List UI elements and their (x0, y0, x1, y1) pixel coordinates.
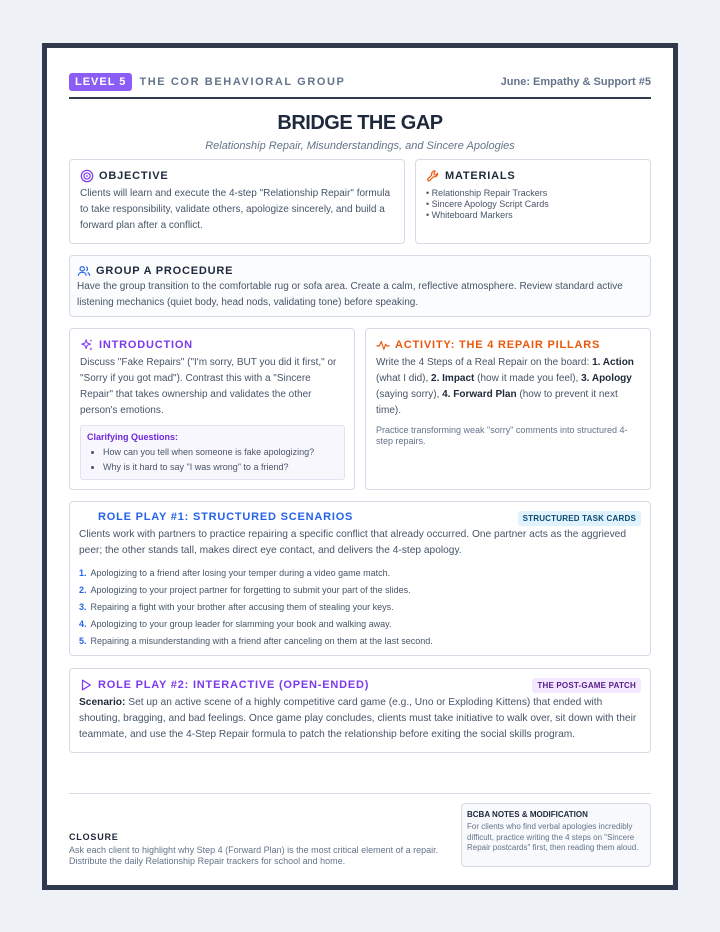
activity-text (376, 355, 640, 419)
item-text: Apologizing to a friend after losing your temper during a video game match. (90, 568, 391, 578)
materials-list (426, 188, 640, 221)
roleplay-2-text (79, 695, 641, 743)
closure-title: CLOSURE (69, 832, 119, 842)
item-number: 5. (79, 636, 87, 646)
list-item: • Relationship Repair Trackers (426, 188, 640, 199)
bcba-notes-text: For clients who find verbal apologies incredibly difficult, practice writing the 4 steps on "Sincere Repair postcards" first, then reading them aloud. (467, 822, 639, 852)
list-item (79, 565, 641, 582)
item-number: 2. (79, 585, 87, 595)
clarifying-questions-box (80, 425, 345, 480)
wrench-icon (426, 169, 440, 183)
sheet-content (69, 70, 651, 152)
scenario-text: Set up an active scene of a highly competitive card game (e.g., Uno or Exploding Kittens) that ended with shouting, bragging, and bad feelings. Once game play concludes, clients must take initiative to walk over, sit down with their teammate, and use the 4-Step Repair formula to patch the relationship before exiting the social skills program. (79, 697, 637, 740)
section-divider (69, 793, 651, 794)
target-icon (80, 169, 94, 183)
introduction-title: INTRODUCTION (99, 339, 193, 351)
list-item (79, 599, 641, 616)
materials-heading (426, 169, 640, 183)
clarifying-title: Clarifying Questions: (87, 432, 179, 442)
item-number: 3. (79, 602, 87, 612)
roleplay-1-heading: ROLE PLAY #1: STRUCTURED SCENARIOS (98, 511, 354, 523)
step-1-desc: (what I did), (376, 373, 432, 384)
step-4-label: 4. Forward Plan (442, 389, 517, 400)
procedure-heading (77, 264, 643, 278)
closure-text: Ask each client to highlight why Step 4 (Forward Plan) is the most critical element of a repair. Distribute the daily Relationship Repair trackers for school and home. (69, 845, 439, 866)
step-4-desc: (how to prevent it next time). (376, 389, 618, 416)
users-icon (77, 264, 91, 278)
roleplay-2-card (69, 668, 651, 753)
item-number: 4. (79, 619, 87, 629)
objective-heading (80, 169, 394, 183)
list-item: • Sincere Apology Script Cards (426, 199, 640, 210)
post-game-tag: THE POST-GAME PATCH (532, 678, 641, 693)
step-3-desc: (saying sorry), (376, 389, 443, 400)
roleplay-2-title: ROLE PLAY #2: INTERACTIVE (OPEN-ENDED) (98, 679, 370, 691)
questions-list (87, 445, 338, 475)
item-number: 1. (79, 568, 87, 578)
step-2-label: 2. Impact (431, 373, 475, 384)
pulse-icon (376, 338, 390, 352)
activity-note: Practice transforming weak "sorry" comments into structured 4-step repairs. (376, 425, 628, 446)
activity-heading (376, 338, 640, 352)
bcba-notes-title: BCBA NOTES & MODIFICATION (467, 810, 588, 819)
objective-title: OBJECTIVE (99, 170, 169, 182)
task-cards-tag: STRUCTURED TASK CARDS (518, 511, 641, 526)
lesson-sheet (42, 43, 678, 890)
list-item: • Whiteboard Markers (426, 210, 640, 221)
introduction-text: Discuss "Fake Repairs" ("I'm sorry, BUT you did it first," or "Sorry if you got mad"). Contrast this with a "Sincere Repair" that takes ownership and validates the other person's emotions. (80, 357, 337, 416)
materials-card (415, 159, 651, 244)
list-item (79, 582, 641, 599)
item-text: Apologizing to your group leader for slamming your book and walking away. (90, 619, 392, 629)
item-text: Apologizing to your project partner for forgetting to submit your part of the slides. (90, 585, 411, 595)
list-item (79, 633, 641, 650)
list-item (79, 616, 641, 633)
materials-title: MATERIALS (445, 170, 516, 182)
procedure-card (69, 255, 651, 317)
list-item: • Why is it hard to say "I was wrong" to a friend? (103, 460, 338, 475)
level-badge: LEVEL 5 (69, 73, 132, 91)
objective-card (69, 159, 405, 244)
page-title: BRIDGE THE GAP (277, 112, 443, 134)
step-1-label: 1. Action (592, 357, 634, 368)
procedure-title: GROUP A PROCEDURE (96, 265, 234, 277)
item-text: Repairing a fight with your brother after accusing them of stealing your keys. (90, 602, 394, 612)
bcba-notes-card (461, 803, 651, 867)
scenario-list (79, 565, 641, 650)
top-bar (69, 70, 651, 99)
roleplay-1-card (69, 501, 651, 656)
step-2-desc: (how it made you feel), (474, 373, 582, 384)
procedure-text: Have the group transition to the comfortable rug or sofa area. Create a calm, reflective atmosphere. Review standard active listening mechanics (quiet body, head nods, validating tone) before speaking. (77, 281, 623, 308)
step-3-label: 3. Apology (581, 373, 632, 384)
closure-section (69, 832, 441, 867)
play-icon (79, 678, 93, 692)
roleplay-1-text: Clients work with partners to practice repairing a specific conflict that already occurred. One partner acts as the aggrieved peer; the other stands tall, makes direct eye contact, and delivers the 4-step apology. (79, 529, 626, 556)
organization-name: THE COR BEHAVIORAL GROUP (139, 75, 346, 88)
sparkles-icon (80, 338, 94, 352)
activity-title: ACTIVITY: THE 4 REPAIR PILLARS (395, 339, 601, 351)
item-text: Repairing a misunderstanding with a friend after canceling on them at the last second. (90, 636, 433, 646)
scenario-label: Scenario: (79, 697, 126, 708)
introduction-heading (80, 338, 344, 352)
list-item: • How can you tell when someone is fake apologizing? (103, 445, 338, 460)
page-subtitle: Relationship Repair, Misunderstandings, and Sincere Apologies (205, 140, 515, 152)
objective-text: Clients will learn and execute the 4-step "Relationship Repair" formula to take responsibility, validate others, apologize sincerely, and build a forward plan after a conflict. (80, 188, 391, 231)
activity-card (365, 328, 651, 490)
introduction-card (69, 328, 355, 490)
series-label: June: Empathy & Support #5 (500, 75, 651, 88)
activity-intro: Write the 4 Steps of a Real Repair on the board: (376, 357, 593, 368)
